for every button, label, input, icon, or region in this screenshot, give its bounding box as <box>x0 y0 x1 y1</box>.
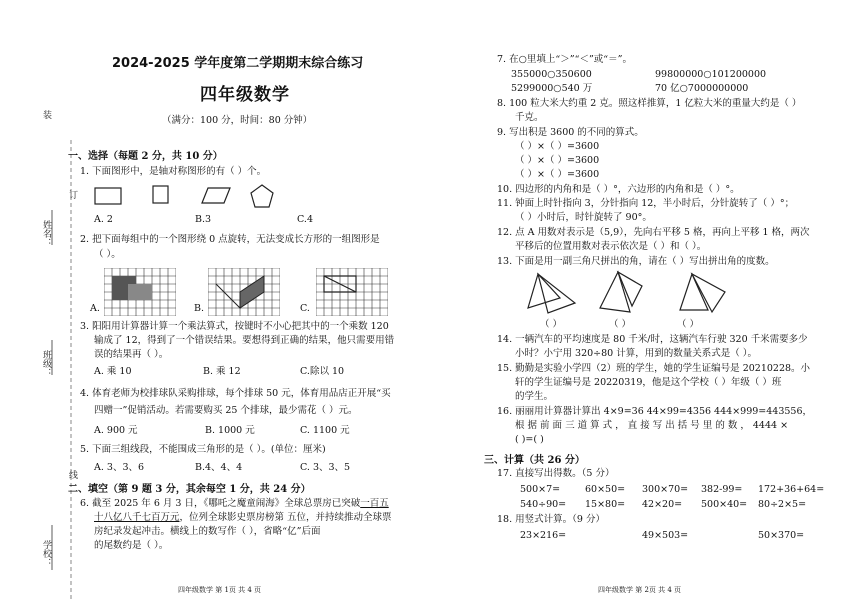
q7-item-3: 5299000○540 万 <box>511 83 593 94</box>
binding-lines <box>0 0 80 609</box>
q6-line4: 的尾数约是（ ）。 <box>94 540 169 551</box>
subject-title: 四年级数学 <box>200 85 290 105</box>
q11-line1: 11. 钟面上时针指向 3，分针指向 12，半小时后，分针旋转了（ ）°； <box>497 198 795 209</box>
q6-underlined-number: 一百五 <box>360 498 389 509</box>
section1-heading: 一、选择（每题 2 分，共 10 分） <box>68 151 223 162</box>
q17-expr-7: 15×80= <box>585 499 626 510</box>
q3-option-a: A. 乘 10 <box>94 366 132 377</box>
class-label: 班级： <box>41 350 51 377</box>
q6-line3: 房纪录发起冲击。横线上的数写作（ ），省略“亿”后面 <box>94 526 321 537</box>
q13-triangle-rulers <box>520 268 750 318</box>
q18-expr-2: 49×503= <box>642 530 689 541</box>
q3-line2: 输成了 12，得到了一个错误结果。要想得到正确的结果，他只需要用错 <box>94 335 395 346</box>
q7-item-1: 355000○350600 <box>511 69 592 80</box>
q6-text-cont: ，位列全球影史票房榜第 五位，并持续推动全球票 <box>179 512 392 523</box>
q4-option-b: B. 1000 元 <box>205 425 255 436</box>
q9-row-1: （ ）×（ ）=3600 <box>515 141 600 152</box>
q2-grid-b <box>208 268 280 316</box>
exam-title: 2024-2025 学年度第二学期期末综合练习 <box>112 56 364 71</box>
q11-line2: （ ）小时后，时针旋转了 90°。 <box>515 212 652 223</box>
q3-option-c: C.除以 10 <box>300 366 345 377</box>
q6-text: 6. 截至 2025 年 6 月 3 日，《哪吒之魔童闹海》全球总票房已突破 <box>80 498 361 509</box>
school-label: 学校： <box>41 540 51 567</box>
parallelogram-shape <box>202 188 230 203</box>
q17-expr-1: 500×7= <box>520 484 561 495</box>
q6-line1 <box>80 497 389 511</box>
q17-expr-8: 42×20= <box>642 499 683 510</box>
pentagon-shape <box>251 185 273 207</box>
q13-blank-3: （ ） <box>677 319 700 330</box>
q17-expr-6: 540÷90= <box>520 499 567 510</box>
q2-option-b: B. <box>194 303 205 314</box>
set-square-icon <box>618 272 642 306</box>
q15-line3: 的学生。 <box>515 391 554 402</box>
q3-line3: 误的结果再（ ）。 <box>94 349 169 360</box>
q5-option-a: A. 3、3、6 <box>94 462 145 473</box>
q18-expr-3: 50×370= <box>758 530 805 541</box>
q8-line2: 千克。 <box>515 112 544 123</box>
q9-row-3: （ ）×（ ）=3600 <box>515 169 600 180</box>
q13-blank-2: （ ） <box>609 319 632 330</box>
q1-shapes <box>90 183 290 211</box>
q12-line1: 12. 点 A 用数对表示是（5,9），先向右平移 5 格，再向上平移 1 格，两次 <box>497 227 810 238</box>
q1-option-b: B.3 <box>195 214 212 225</box>
q9-row-2: （ ）×（ ）=3600 <box>515 155 600 166</box>
section3-heading: 三、计算（共 26 分） <box>484 455 585 466</box>
q1-option-a: A. 2 <box>94 214 113 225</box>
q18-expr-1: 23×216= <box>520 530 567 541</box>
q4-line2: 四赠一”促销活动。若需要购买 25 个排球，最少需花（ ）元。 <box>94 405 358 416</box>
q17-expr-2: 60×50= <box>585 484 626 495</box>
q7-stem: 7. 在○里填上“＞”“＜”或“＝”。 <box>497 54 633 65</box>
q6-line2 <box>94 511 392 525</box>
set-square-icon <box>692 274 725 312</box>
q2-stem: 2. 把下面每组中的一个图形绕 0 点旋转，无法变成长方形的一组图形是 <box>80 234 380 245</box>
q13-blank-1: （ ） <box>540 319 563 330</box>
q16-line1: 16. 丽丽用计算器计算出 4×9=36 44×99=4356 444×999=443556， <box>497 406 813 417</box>
q10: 10. 四边形的内角和是（ ）°，六边形的内角和是（ ）°。 <box>497 184 740 195</box>
q17-expr-3: 300×70= <box>642 484 689 495</box>
q17-expr-9: 500×40= <box>701 499 748 510</box>
q17-expr-5: 172+36+64= <box>758 484 825 495</box>
seal-char-xian: 线 <box>67 470 77 479</box>
q4-line1: 4. 体育老师为校排球队采购排球，每个排球 50 元，体育用品店正开展“买 <box>80 388 391 399</box>
q7-item-2: 99800000○101200000 <box>655 69 767 80</box>
q18-stem: 18. 用竖式计算。（9 分） <box>497 514 605 525</box>
exam-info: （满分：100 分，时间：80 分钟） <box>162 115 313 126</box>
q5-stem: 5. 下面三组线段，不能围成三角形的是（ ）。(单位：厘米) <box>80 444 326 455</box>
q15-line2: 轩的学生证编号是 20220319，他是这个学校（ ）年级（ ）班 <box>515 377 782 388</box>
q4-option-c: C. 1100 元 <box>300 425 350 436</box>
q2-grid-a <box>104 268 176 316</box>
q13-stem: 13. 下面是用一副三角尺拼出的角，请在（ ）写出拼出角的度数。 <box>497 256 775 267</box>
square-shape <box>153 186 168 203</box>
name-label: 姓名： <box>41 220 51 247</box>
q1-option-c: C.4 <box>297 214 313 225</box>
q14-line2: 小时？小宁用 320÷80 计算，用到的数量关系式是（ ）。 <box>515 348 757 359</box>
page2-footer: 四年级数学 第 2页 共 4 页 <box>598 586 682 594</box>
q5-option-c: C. 3、3、5 <box>300 462 351 473</box>
q17-expr-4: 382-99= <box>701 484 743 495</box>
section2-heading: 二、填空（第 9 题 3 分，其余每空 1 分，共 24 分） <box>68 484 311 495</box>
q8-line1: 8. 100 粒大米大约重 2 克。照这样推算，1 亿粒大米的重量大约是（ ） <box>497 98 802 109</box>
q17-stem: 17. 直接写出得数。（5 分） <box>497 468 615 479</box>
q4-option-a: A. 900 元 <box>94 425 138 436</box>
q7-item-4: 70 亿○7000000000 <box>655 83 749 94</box>
seal-char-zhuang: 装 <box>41 110 51 119</box>
page1-footer: 四年级数学 第 1页 共 4 页 <box>178 586 262 594</box>
set-square-icon <box>600 272 630 312</box>
q2-option-c: C. <box>300 303 310 314</box>
set-square-icon <box>680 274 708 310</box>
q16-line2: 根 据 前 面 三 道 算 式 ， 直 接 写 出 括 号 里 的 数 ， 4444 × <box>515 420 789 431</box>
q2-grid-c <box>316 268 388 316</box>
q12-line2: 平移后的位置用数对表示依次是（ ）和（ ）。 <box>515 241 707 252</box>
q15-line1: 15. 勤勤是实验小学四（2）班的学生，她的学生证编号是 20210228。小 <box>497 363 811 374</box>
seal-char-ding: 订 <box>67 190 77 199</box>
q9-stem: 9. 写出积是 3600 的不同的算式。 <box>497 127 644 138</box>
q2-stem-cont: （ ）。 <box>94 249 121 260</box>
q1-stem: 1. 下面图形中，是轴对称图形的有（ ）个。 <box>80 166 267 177</box>
q6-underlined-number-cont: 十八亿八千七百万元 <box>94 512 180 523</box>
q5-option-b: B.4、4、4 <box>195 462 243 473</box>
rectangle-shape <box>95 188 121 204</box>
q2-option-a: A. <box>90 303 100 314</box>
q16-line3: ( )=( ) <box>515 434 544 445</box>
q3-option-b: B. 乘 12 <box>203 366 241 377</box>
q14-line1: 14. 一辆汽车的平均速度是 80 千米/时，这辆汽车行驶 320 千米需要多少 <box>497 334 808 345</box>
q3-line1: 3. 阳阳用计算器计算一个乘法算式，按键时不小心把其中的一个乘数 120 <box>80 321 389 332</box>
q17-expr-10: 80÷2×5= <box>758 499 807 510</box>
